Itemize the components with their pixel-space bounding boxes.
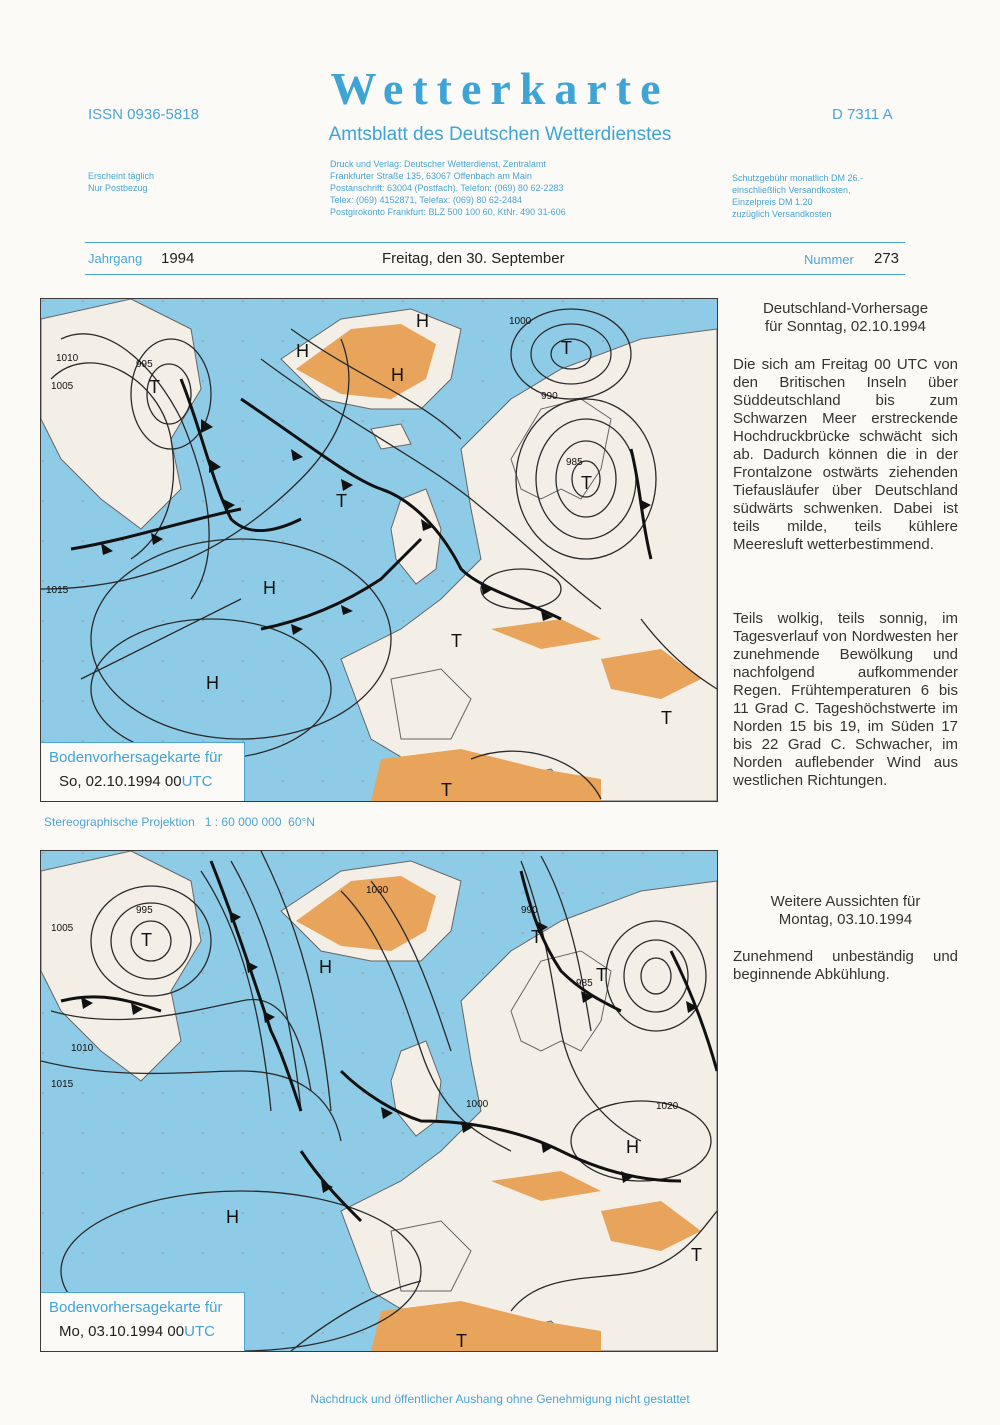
outlook-text: Zunehmend unbeständig und beginnende Abkühlung. [733, 948, 958, 983]
map2-label-low: T [456, 1331, 467, 1351]
map2-label-high: H [319, 957, 332, 977]
map1-label-high: H [391, 365, 404, 385]
map1-isobar-label: 1005 [51, 381, 74, 392]
map1-caption [41, 742, 245, 801]
nummer-value: 273 [874, 250, 900, 267]
map2-isobar-label: 1015 [51, 1079, 74, 1090]
map1-isobar-label: 985 [566, 457, 583, 468]
forecast-heading [733, 300, 958, 336]
map1-utc: UTC [181, 773, 213, 790]
issn: ISSN 0936-5818 [88, 106, 199, 123]
map1-caption-title: Bodenvorhersagekarte für [49, 749, 223, 766]
map1-label-low: T [336, 491, 347, 511]
forecast-map-sunday [40, 298, 718, 802]
weather-chart-2 [41, 851, 717, 1351]
weather-chart-1 [41, 299, 717, 801]
publisher-info [330, 158, 566, 218]
outlook-heading-line: Weitere Aussichten für [770, 893, 921, 910]
map1-label-low: T [441, 780, 452, 800]
jahrgang-label: Jahrgang [88, 251, 143, 266]
map2-label-low: T [531, 927, 542, 947]
fee-info [732, 172, 863, 220]
publisher-line: Postanschrift: 63004 (Postfach), Telefon: (069) 80 62-2283 [330, 183, 564, 193]
map2-label-low: T [691, 1245, 702, 1265]
publication-delivery: Nur Postbezug [88, 183, 148, 193]
map1-label-high: H [263, 578, 276, 598]
map2-isobar-label: 990 [521, 905, 538, 916]
fee-line: Schutzgebühr monatlich DM 26.- [732, 173, 864, 183]
divider-top [85, 242, 905, 243]
map2-label-low: T [141, 930, 152, 950]
map1-date: So, 02.10.1994 00 [59, 773, 182, 790]
map1-label-low: T [581, 473, 592, 493]
map1-label-high: H [296, 341, 309, 361]
map2-label-low: T [596, 965, 607, 985]
issue-bar [88, 250, 906, 270]
jahrgang-value: 1994 [161, 250, 195, 267]
publisher-line: Postgirokonto Frankfurt: BLZ 500 100 60, KtNr. 490 31-606 [330, 207, 566, 217]
map2-isobar-label: 1030 [366, 885, 389, 896]
map2-isobar-label: 985 [576, 978, 593, 989]
masthead-title: Wetterkarte [330, 63, 670, 114]
forecast-heading-line: für Sonntag, 02.10.1994 [765, 318, 926, 335]
map1-isobar-label: 1010 [56, 353, 79, 364]
masthead-subtitle: Amtsblatt des Deutschen Wetterdienstes [328, 124, 672, 145]
map1-label-low: T [561, 338, 572, 358]
nummer-label: Nummer [804, 252, 854, 267]
map2-caption-title: Bodenvorhersagekarte für [49, 1299, 223, 1316]
map1-isobar-label: 1000 [509, 316, 532, 327]
projection-note: Stereographische Projektion 1 : 60 000 000 60°N [44, 815, 315, 829]
map2-isobar-label: 995 [136, 905, 153, 916]
fee-line: zuzüglich Versandkosten [732, 209, 832, 219]
map2-utc: UTC [184, 1323, 215, 1340]
publication-info [88, 170, 154, 194]
map1-label-low: T [451, 631, 462, 651]
publisher-line: Telex: (069) 4152871, Telefax: (069) 80 62-2484 [330, 195, 522, 205]
map2-date: Mo, 03.10.1994 00 [59, 1323, 185, 1340]
map2-isobar-label: 1000 [466, 1099, 489, 1110]
map1-label-high: H [416, 311, 429, 331]
map1-label-low: T [661, 708, 672, 728]
issue-code: D 7311 A [832, 106, 893, 123]
map2-isobar-label: 1005 [51, 923, 74, 934]
footer-notice: Nachdruck und öffentlicher Aushang ohne Genehmigung nicht gestattet [310, 1392, 690, 1406]
publisher-line: Druck und Verlag: Deutscher Wetterdienst, Zentralamt [330, 159, 546, 169]
map2-isobar-label: 1010 [71, 1043, 94, 1054]
forecast-paragraph-synoptic: Die sich am Freitag 00 UTC von den Britischen Inseln über Süddeutschland bis zum Schwarzen Meer erstreckende Hochdruckbrücke schwächt sich ab. Dadurch können die in der Frontalzone ostwärts ziehenden Tiefausläufer über Deutschland südwärts schwenken. Dabei ist teils milde, teils kühlere Meeresluft wetterbestimmend. [733, 356, 958, 553]
map1-caption-date [59, 773, 212, 790]
map2-isobar-label: 1020 [656, 1101, 679, 1112]
issue-date: Freitag, den 30. September [382, 250, 565, 267]
map2-caption [41, 1292, 245, 1351]
map1-isobar-label: 990 [541, 391, 558, 402]
fee-line: Einzelpreis DM 1.20 [732, 197, 813, 207]
map1-label-high: H [206, 673, 219, 693]
publication-frequency: Erscheint täglich [88, 171, 155, 181]
forecast-map-monday [40, 850, 718, 1352]
map2-label-high: H [626, 1137, 639, 1157]
map1-isobar-label: 1015 [46, 585, 69, 596]
outlook-heading [733, 893, 958, 929]
map2-caption-date [59, 1323, 215, 1340]
publisher-line: Frankfurter Straße 135, 63067 Offenbach am Main [330, 171, 532, 181]
fee-line: einschließlich Versandkosten, [732, 185, 851, 195]
forecast-heading-line: Deutschland-Vorhersage [762, 300, 929, 317]
map1-label-low: T [149, 377, 160, 397]
map2-label-high: H [226, 1207, 239, 1227]
divider-bottom [85, 274, 905, 275]
forecast-paragraph-details: Teils wolkig, teils sonnig, im Tagesverlauf von Nordwesten her zunehmende Bewölkung und nachfolgend aufkommender Regen. Frühtemperaturen 6 bis 11 Grad C. Tageshöchstwerte im Norden 15 bis 19, im Süden 17 bis 22 Grad C. Schwacher, im Norden auflebender Wind aus westlichen Richtungen. [733, 610, 958, 789]
map1-isobar-label: 995 [136, 359, 153, 370]
outlook-heading-line: Montag, 03.10.1994 [778, 911, 913, 928]
